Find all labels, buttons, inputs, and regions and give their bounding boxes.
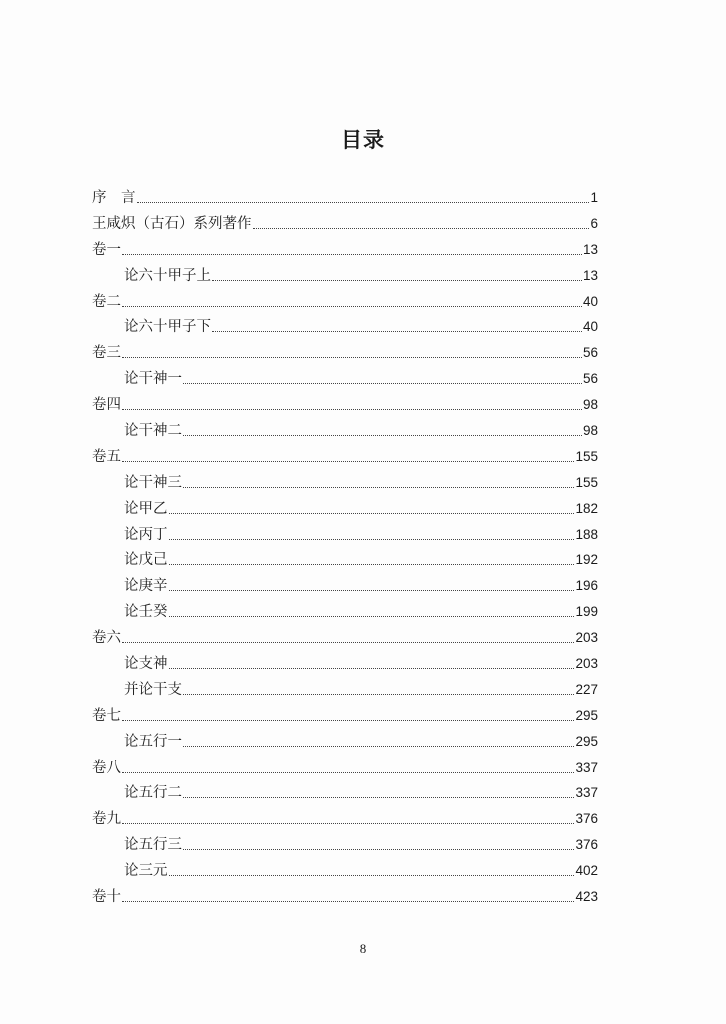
toc-entry-page-number: 192 xyxy=(575,552,598,568)
toc-entry-label: 论戊己 xyxy=(124,552,168,569)
toc-entry-page-number: 40 xyxy=(582,293,598,309)
toc-entry-label: 论甲乙 xyxy=(124,500,168,517)
toc-entry[interactable] xyxy=(92,366,598,392)
toc-entry-label: 论干神二 xyxy=(124,423,182,440)
toc-entry-label: 论五行三 xyxy=(124,837,182,854)
toc-entry[interactable] xyxy=(92,418,598,444)
dot-leader xyxy=(122,450,574,464)
toc-entry[interactable] xyxy=(92,211,598,237)
toc-entry-label: 王咸炽（古石）系列著作 xyxy=(92,215,252,232)
toc-entry-page-number: 295 xyxy=(575,707,598,723)
dot-leader xyxy=(122,812,574,826)
toc-entry-page-number: 203 xyxy=(575,630,598,646)
toc-entry[interactable] xyxy=(92,547,598,573)
toc-entry[interactable] xyxy=(92,522,598,548)
toc-entry[interactable] xyxy=(92,755,598,781)
toc-entry[interactable] xyxy=(92,703,598,729)
toc-entry-page-number: 227 xyxy=(575,681,598,697)
toc-entry-page-number: 13 xyxy=(582,267,598,283)
toc-entry-label: 论庚辛 xyxy=(124,578,168,595)
toc-entry[interactable] xyxy=(92,625,598,651)
dot-leader xyxy=(122,243,582,257)
toc-entry-page-number: 376 xyxy=(575,837,598,853)
page-number: 8 xyxy=(359,941,367,956)
toc-entry-page-number: 1 xyxy=(590,190,598,205)
toc-entry-page-number: 155 xyxy=(575,474,598,490)
toc-entry-page-number: 56 xyxy=(582,345,598,361)
dot-leader xyxy=(183,735,574,749)
toc-entry-label: 卷四 xyxy=(92,397,121,414)
toc-entry-page-number: 188 xyxy=(575,526,598,542)
toc-entry[interactable] xyxy=(92,780,598,806)
toc-entry-label: 序 言 xyxy=(92,190,136,206)
toc-entry-page-number: 56 xyxy=(582,371,598,387)
toc-entry[interactable] xyxy=(92,651,598,677)
dot-leader xyxy=(122,890,574,904)
toc-entry[interactable] xyxy=(92,237,598,263)
dot-leader xyxy=(169,864,575,878)
toc-entry-page-number: 423 xyxy=(575,889,598,905)
toc-entry-label: 论支神 xyxy=(124,656,168,673)
toc-entry[interactable] xyxy=(92,392,598,418)
toc-entry-label: 论干神三 xyxy=(124,474,182,491)
toc-entry-label: 论六十甲子下 xyxy=(124,319,211,336)
dot-leader xyxy=(183,838,574,852)
dot-leader xyxy=(253,217,590,231)
toc-entry[interactable] xyxy=(92,806,598,832)
toc-entry[interactable] xyxy=(92,289,598,315)
dot-leader xyxy=(183,683,574,697)
toc-entry[interactable] xyxy=(92,496,598,522)
toc-entry-label: 卷三 xyxy=(92,345,121,362)
toc-entry[interactable] xyxy=(92,729,598,755)
dot-leader xyxy=(122,398,582,412)
toc-entry-page-number: 40 xyxy=(582,319,598,335)
toc-entry-page-number: 295 xyxy=(575,733,598,749)
toc-entry[interactable] xyxy=(92,263,598,289)
dot-leader xyxy=(169,605,575,619)
toc-entry-page-number: 196 xyxy=(575,578,598,594)
toc-entry[interactable] xyxy=(92,314,598,340)
dot-leader xyxy=(169,579,575,593)
toc-entry[interactable] xyxy=(92,470,598,496)
toc-entry-page-number: 155 xyxy=(575,448,598,464)
page-title: 目录 xyxy=(341,128,385,152)
dot-leader xyxy=(122,631,574,645)
dot-leader xyxy=(183,786,574,800)
toc-entry[interactable] xyxy=(92,444,598,470)
dot-leader xyxy=(169,657,575,671)
dot-leader xyxy=(169,528,575,542)
dot-leader xyxy=(122,346,582,360)
toc-entry-page-number: 199 xyxy=(575,604,598,620)
toc-entry-label: 论五行二 xyxy=(124,785,182,802)
toc-entry-page-number: 98 xyxy=(582,423,598,439)
dot-leader xyxy=(183,372,582,386)
toc-entry-label: 卷一 xyxy=(92,241,121,258)
toc-entry-label: 论三元 xyxy=(124,863,168,880)
dot-leader xyxy=(212,320,582,334)
toc-entry[interactable] xyxy=(92,599,598,625)
toc-entry-label: 卷八 xyxy=(92,759,121,776)
toc-entry-page-number: 13 xyxy=(582,241,598,257)
toc-entry-page-number: 6 xyxy=(590,215,598,231)
dot-leader xyxy=(169,553,575,567)
toc-entry[interactable] xyxy=(92,884,598,910)
dot-leader xyxy=(169,502,575,516)
toc-entry-label: 并论干支 xyxy=(124,681,182,698)
toc-entry-page-number: 337 xyxy=(575,759,598,775)
toc-entry-label: 卷二 xyxy=(92,293,121,310)
dot-leader xyxy=(183,424,582,438)
toc-entry[interactable] xyxy=(92,340,598,366)
toc-entry[interactable] xyxy=(92,573,598,599)
toc-entry-label: 论干神一 xyxy=(124,371,182,388)
dot-leader xyxy=(183,476,574,490)
table-of-contents xyxy=(92,185,598,910)
toc-entry-page-number: 182 xyxy=(575,500,598,516)
toc-entry-label: 论五行一 xyxy=(124,733,182,750)
toc-entry-label: 卷六 xyxy=(92,630,121,647)
toc-entry-page-number: 337 xyxy=(575,785,598,801)
toc-entry-page-number: 376 xyxy=(575,811,598,827)
toc-entry-page-number: 203 xyxy=(575,656,598,672)
dot-leader xyxy=(122,295,582,309)
dot-leader xyxy=(137,191,590,205)
toc-entry-label: 论六十甲子上 xyxy=(124,267,211,284)
toc-entry-label: 卷五 xyxy=(92,448,121,465)
toc-entry[interactable] xyxy=(92,677,598,703)
toc-entry-label: 论丙丁 xyxy=(124,526,168,543)
toc-entry-label: 卷九 xyxy=(92,811,121,828)
toc-entry-label: 论壬癸 xyxy=(124,604,168,621)
toc-entry-label: 卷十 xyxy=(92,889,121,906)
toc-entry[interactable] xyxy=(92,832,598,858)
toc-entry[interactable] xyxy=(92,858,598,884)
toc-entry-page-number: 98 xyxy=(582,397,598,413)
dot-leader xyxy=(212,269,582,283)
dot-leader xyxy=(122,761,574,775)
toc-entry[interactable] xyxy=(92,185,598,211)
toc-entry-label: 卷七 xyxy=(92,707,121,724)
toc-entry-page-number: 402 xyxy=(575,863,598,879)
dot-leader xyxy=(122,709,574,723)
